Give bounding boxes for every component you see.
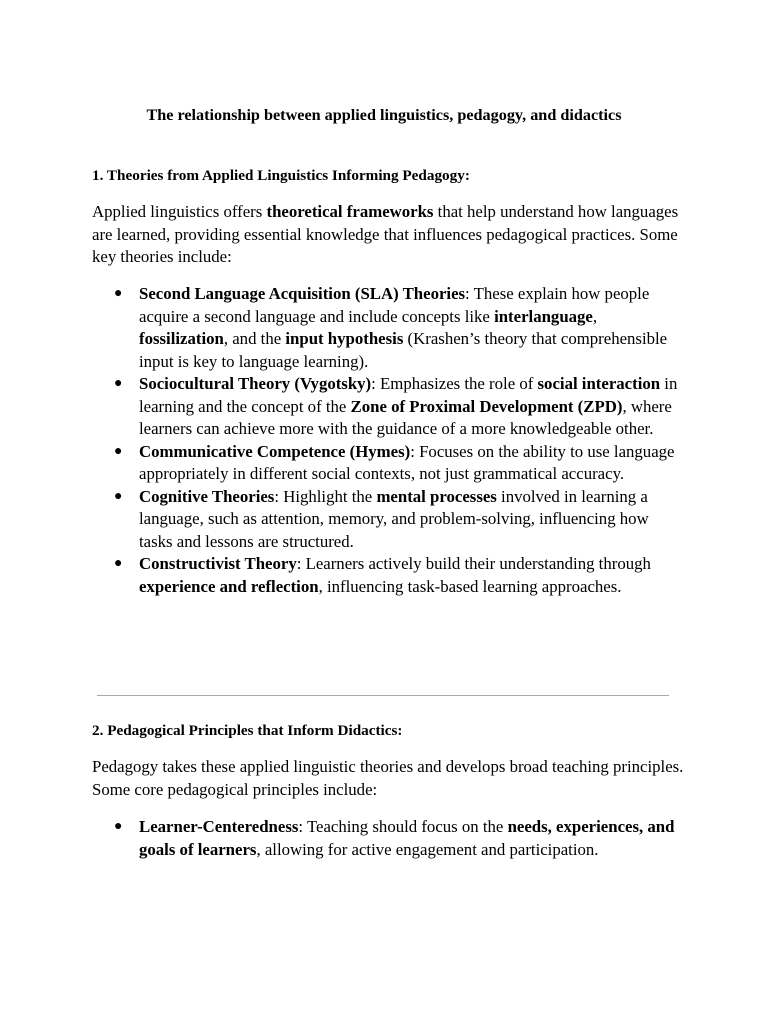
bold-run: Zone of Proximal Development (ZPD) xyxy=(350,396,623,416)
list-item-constructivist-theory xyxy=(0,553,679,598)
bold-run: fossilization xyxy=(139,329,224,348)
text-run: , influencing task-based learning approaches. xyxy=(318,576,622,596)
text-run: : Emphasizes the role of xyxy=(371,374,538,393)
text-run: , xyxy=(592,306,598,326)
section-2-heading: 2. Pedagogical Principles that Inform Didactics: xyxy=(92,722,403,739)
bold-run: theoretical frameworks xyxy=(266,202,434,221)
bullet-icon: ● xyxy=(114,443,123,459)
text-run: , where learners can achieve more with the guidance of a more knowledgeable other. xyxy=(139,396,672,438)
bullet-icon: ● xyxy=(114,376,123,391)
text-run: , and the xyxy=(223,329,286,348)
bullet-icon: ● xyxy=(114,488,123,504)
list-item-communicative-competence xyxy=(0,441,679,486)
bold-run: Cognitive Theories xyxy=(139,486,275,506)
text-run: : Highlight the xyxy=(274,486,377,506)
section-2-intro: Pedagogy takes these applied linguistic theories and develops broad teaching principles. Some core pedagogical principles include: xyxy=(92,757,684,799)
bold-run: needs, experiences, and goals of learners xyxy=(139,817,675,859)
text-run: : Focuses on the ability to use language appropriately in different social contexts, not just grammatical accuracy. xyxy=(139,441,675,483)
bullet-icon: ● xyxy=(114,286,123,301)
horizontal-divider xyxy=(97,695,669,696)
bold-run: Second Language Acquisition (SLA) Theories xyxy=(139,284,466,303)
section-2-principle-list xyxy=(0,816,768,861)
text-run: in learning and the concept of the xyxy=(139,374,678,416)
text-run: Applied linguistics offers xyxy=(92,202,267,221)
text-run: : Teaching should focus on the xyxy=(298,817,508,836)
bold-run: mental processes xyxy=(376,486,497,506)
list-item-sla-theories xyxy=(0,283,679,373)
section-1-intro xyxy=(92,201,692,269)
text-run: that help understand how languages are learned, providing essential knowledge that influences pedagogical practices. Some key theories include: xyxy=(92,202,679,266)
list-item-learner-centeredness xyxy=(0,816,679,861)
list-item-cognitive-theories xyxy=(0,486,679,554)
bold-run: Sociocultural Theory (Vygotsky) xyxy=(139,374,372,393)
bold-run: Communicative Competence (Hymes) xyxy=(139,441,411,461)
bullet-icon: ● xyxy=(114,819,123,834)
bold-run: social interaction xyxy=(537,374,661,393)
text-run: : Learners actively build their understanding through xyxy=(296,554,651,573)
bullet-icon: ● xyxy=(114,556,123,571)
bold-run: Constructivist Theory xyxy=(139,554,297,573)
text-run: (Krashen’s theory that comprehensible input is key to language learning). xyxy=(139,329,668,371)
section-1-heading: 1. Theories from Applied Linguistics Informing Pedagogy: xyxy=(92,167,470,184)
text-run: : These explain how people acquire a second language and include concepts like xyxy=(139,284,650,326)
section-1-theory-list xyxy=(0,283,768,598)
bold-run: interlanguage xyxy=(494,306,593,326)
document-title: The relationship between applied linguistics, pedagogy, and didactics xyxy=(146,106,622,124)
bold-run: Learner-Centeredness xyxy=(139,817,299,836)
bold-run: experience and reflection xyxy=(139,576,319,596)
text-run: , allowing for active engagement and participation. xyxy=(256,839,599,859)
bold-run: input hypothesis xyxy=(285,329,404,348)
list-item-sociocultural-theory xyxy=(0,373,679,441)
text-run: involved in learning a language, such as attention, memory, and problem-solving, influencing how tasks and lessons are structured. xyxy=(139,486,649,551)
